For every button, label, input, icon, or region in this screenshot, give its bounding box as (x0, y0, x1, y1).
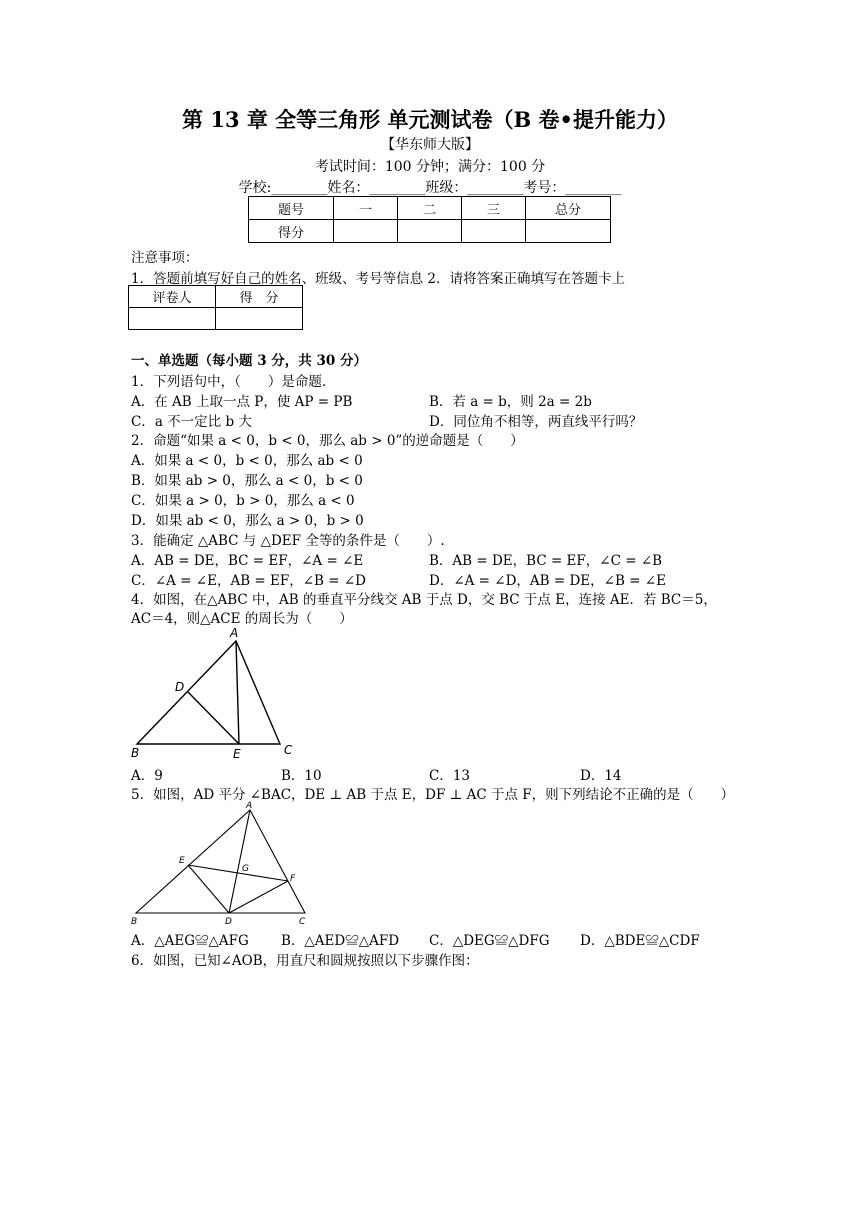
question-2-option-b[interactable]: B．如果 ab > 0，那么 a < 0，b < 0 (131, 473, 363, 489)
segment-df (229, 881, 288, 913)
point-label-c: C (299, 917, 306, 927)
grader-table (128, 285, 303, 330)
score-header-cell: 二 (398, 197, 462, 220)
point-label-f: F (290, 874, 296, 884)
score-header-cell: 总分 (526, 197, 611, 220)
point-label-a: A (246, 801, 253, 811)
point-label-g: G (242, 864, 249, 874)
score-header-cell: 一 (334, 197, 398, 220)
page-title: 第 13 章 全等三角形 单元测试卷（B 卷•提升能力） (182, 107, 678, 132)
question-2-option-a[interactable]: A．如果 a < 0，b < 0，那么 ab < 0 (131, 453, 363, 469)
triangle-abc (136, 810, 305, 913)
question-4-stem-line-1: 4．如图，在△ABC 中，AB 的垂直平分线交 AB 于点 D，交 BC 于点 E，连接 AE．若 BC＝5， (131, 592, 717, 608)
exam-info: 考试时间：100 分钟；满分：100 分 (314, 159, 546, 175)
score-cell[interactable] (398, 220, 462, 243)
edition-label: 【华东师大版】 (381, 137, 479, 153)
question-3-stem: 3．能确定 △ABC 与 △DEF 全等的条件是（ ）. (131, 533, 445, 549)
score-cell[interactable] (462, 220, 526, 243)
score-cell[interactable] (334, 220, 398, 243)
question-4-option-a[interactable]: A．9 (131, 768, 163, 784)
question-2-option-c[interactable]: C．如果 a > 0，b > 0，那么 a < 0 (131, 493, 355, 509)
question-3-option-a[interactable]: A．AB = DE，BC = EF，∠A = ∠E (131, 553, 364, 569)
question-1-option-d[interactable]: D．同位角不相等，两直线平行吗？ (429, 414, 643, 430)
point-label-b: B (131, 917, 138, 927)
score-cell[interactable] (526, 220, 611, 243)
grader-cell[interactable] (129, 308, 216, 330)
question-4-figure (128, 624, 300, 762)
point-label-a: A (230, 626, 239, 640)
notes-text: 1．答题前填写好自己的姓名、班级、考号等信息 2．请将答案正确填写在答题卡上 (131, 271, 625, 287)
question-2-stem: 2．命题“如果 a < 0，b < 0，那么 ab > 0”的逆命题是（ ） (131, 433, 524, 449)
question-1-stem: 1．下列语句中，（ ）是命题. (131, 374, 327, 390)
question-5-option-c[interactable]: C．△DEG≌△DFG (429, 933, 550, 949)
question-3-option-c[interactable]: C．∠A = ∠E，AB = EF，∠B = ∠D (131, 573, 366, 589)
score-table (248, 196, 611, 243)
score-cell[interactable] (216, 308, 303, 330)
score-header-cell: 题号 (249, 197, 334, 220)
point-label-d: D (175, 680, 185, 694)
segment-de (188, 692, 239, 744)
question-5-figure (128, 800, 314, 928)
point-label-e: E (179, 856, 185, 866)
score-row-label: 得分 (249, 220, 334, 243)
student-info: 学校:________姓名：________班级：________考号：________ (238, 180, 622, 196)
point-label-d: D (225, 917, 232, 927)
question-3-option-d[interactable]: D．∠A = ∠D，AB = DE，∠B = ∠E (429, 573, 666, 589)
question-4-option-c[interactable]: C．13 (429, 768, 471, 784)
triangle-abc (137, 641, 280, 744)
segment-ae (236, 641, 239, 744)
score-header: 得 分 (216, 286, 303, 308)
score-header-cell: 三 (462, 197, 526, 220)
question-4-option-b[interactable]: B．10 (281, 768, 322, 784)
question-5-option-a[interactable]: A．△AEG≌△AFG (131, 933, 249, 949)
point-label-e: E (233, 747, 241, 761)
notes-title: 注意事项： (131, 250, 199, 266)
point-label-c: C (284, 743, 293, 757)
question-5-option-b[interactable]: B．△AED≌△AFD (281, 933, 400, 949)
question-1-option-b[interactable]: B．若 a = b，则 2a = 2b (429, 394, 592, 410)
question-1-option-c[interactable]: C．a 不一定比 b 大 (131, 414, 252, 430)
question-5-stem: 5．如图，AD 平分 ∠BAC，DE ⊥ AB 于点 E，DF ⊥ AC 于点 F，则下列结论不正确的是（ ） (131, 787, 735, 803)
question-4-stem-line-2: AC＝4，则△ACE 的周长为（ ） (131, 611, 353, 627)
section-title: 一、单选题（每小题 3 分，共 30 分） (131, 353, 367, 369)
segment-de (188, 865, 229, 913)
grader-header: 评卷人 (129, 286, 216, 308)
question-4-option-d[interactable]: D．14 (580, 768, 622, 784)
question-2-option-d[interactable]: D．如果 ab < 0，那么 a > 0，b > 0 (131, 513, 364, 529)
question-1-option-a[interactable]: A．在 AB 上取一点 P，使 AP = PB (131, 394, 353, 410)
question-6-stem: 6．如图，已知∠AOB，用直尺和圆规按照以下步骤作图： (131, 953, 479, 969)
point-label-b: B (131, 746, 140, 760)
question-3-option-b[interactable]: B．AB = DE，BC = EF，∠C = ∠B (429, 553, 663, 569)
question-5-option-d[interactable]: D．△BDE≌△CDF (580, 933, 700, 949)
